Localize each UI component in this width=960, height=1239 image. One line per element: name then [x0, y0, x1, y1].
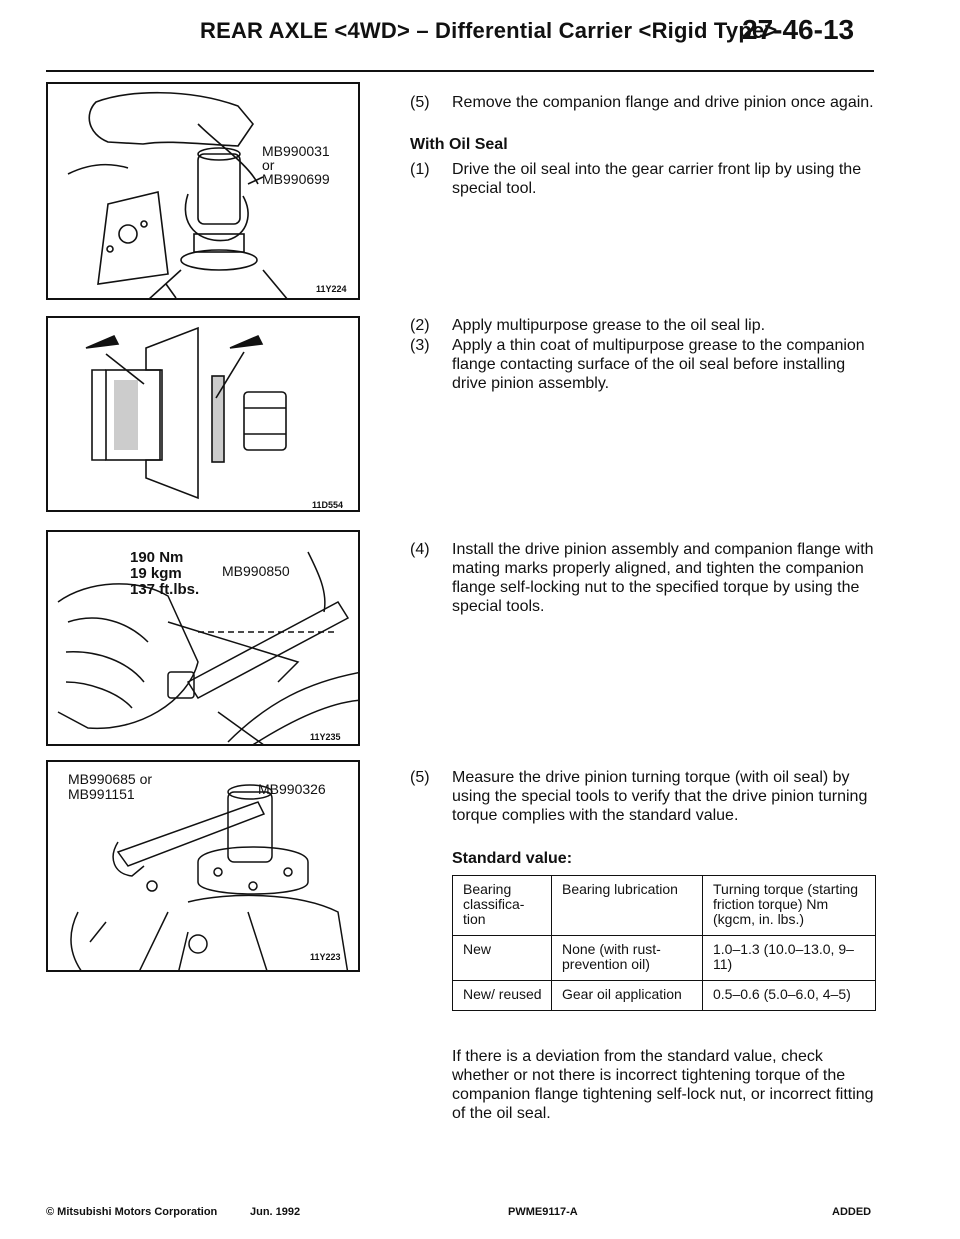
torque-wrench-illustration: [48, 532, 360, 746]
step-text: Drive the oil seal into the gear carrier front lip by using the special tool.: [452, 161, 862, 197]
table-row: [453, 936, 876, 981]
figure-code: 11D554: [312, 500, 344, 510]
footer-date: Jun. 1992: [250, 1206, 301, 1218]
step-text: Install the drive pinion assembly and companion flange with mating marks properly aligned, and tighten the companion flange self-locking nut to the specified torque by using the special tools.: [452, 541, 874, 615]
page-title: REAR AXLE <4WD> – Differential Carrier <Rigid Type>: [200, 18, 778, 43]
tool-label-mb990699: MB990699: [262, 171, 330, 187]
header-rule: [46, 70, 874, 72]
deviation-note: If there is a deviation from the standard value, check whether or not there is incorrect tightening torque of the companion flange tightening self-lock nut, or incorrect fitting of the oil seal.: [452, 1048, 874, 1122]
torque-ftlbs: 137 ft.lbs.: [130, 581, 200, 598]
table-cell: New/ reused: [453, 981, 552, 1011]
tool-label-mb990326: MB990326: [258, 781, 326, 797]
figure-code: 11Y235: [310, 732, 341, 742]
table-cell: Gear oil application: [552, 981, 703, 1011]
footer-doc-code: PWME9117-A: [508, 1206, 578, 1218]
section-heading-with-oil-seal: With Oil Seal: [410, 136, 508, 153]
table-header-cell: Bearing lubrication: [552, 876, 703, 936]
figure-code: 11Y223: [310, 952, 341, 962]
figure-flange-nut-torque: [46, 530, 360, 746]
step-number: (1): [410, 161, 430, 178]
step-number: (3): [410, 337, 430, 354]
table-cell: 1.0–1.3 (10.0–13.0, 9–11): [703, 936, 876, 981]
step-text: Remove the companion flange and drive pinion once again.: [452, 94, 874, 111]
footer-added: ADDED: [832, 1206, 872, 1218]
standard-value-table: [452, 875, 876, 1011]
table-cell: None (with rust-prevention oil): [552, 936, 703, 981]
tool-label-mb991151: MB991151: [68, 786, 135, 802]
figure-oil-seal-installer: [46, 82, 360, 300]
tool-label-mb990850: MB990850: [222, 563, 290, 579]
table-row: [453, 981, 876, 1011]
figure-code: 11Y224: [316, 284, 347, 294]
page-number: 27-46-13: [742, 14, 855, 45]
step-text: Apply multipurpose grease to the oil seal lip.: [452, 317, 766, 334]
tool-label-mb990685: MB990685 or: [68, 771, 153, 787]
oil-seal-installer-illustration: [48, 84, 360, 300]
standard-value-heading: Standard value:: [452, 850, 573, 867]
step-text: Measure the drive pinion turning torque (with oil seal) by using the special tools to verify that the drive pinion turning torque complies with the standard value.: [452, 769, 868, 824]
footer-copyright: © Mitsubishi Motors Corporation: [46, 1206, 218, 1218]
torque-nm: 190 Nm: [130, 549, 184, 566]
torque-kgm: 19 kgm: [130, 565, 182, 582]
step-number: (5): [410, 769, 430, 786]
step-number: (5): [410, 94, 430, 111]
table-cell: New: [453, 936, 552, 981]
table-header-cell: Turning torque (starting friction torque) Nm (kgcm, in. lbs.): [703, 876, 876, 936]
tool-label-mb990031: MB990031: [262, 143, 330, 159]
tool-label-or: or: [262, 157, 275, 173]
table-cell: 0.5–0.6 (5.0–6.0, 4–5): [703, 981, 876, 1011]
table-header-row: [453, 876, 876, 936]
step-number: (2): [410, 317, 430, 334]
figure-turning-torque-measure: [46, 760, 360, 972]
table-header-cell: Bearing classifica-tion: [453, 876, 552, 936]
step-number: (4): [410, 541, 430, 558]
step-text: Apply a thin coat of multipurpose grease to the companion flange contacting surface of the oil seal before installing drive pinion assembly.: [452, 337, 865, 392]
figure-grease-points: [46, 316, 360, 512]
grease-application-illustration: [48, 318, 360, 512]
